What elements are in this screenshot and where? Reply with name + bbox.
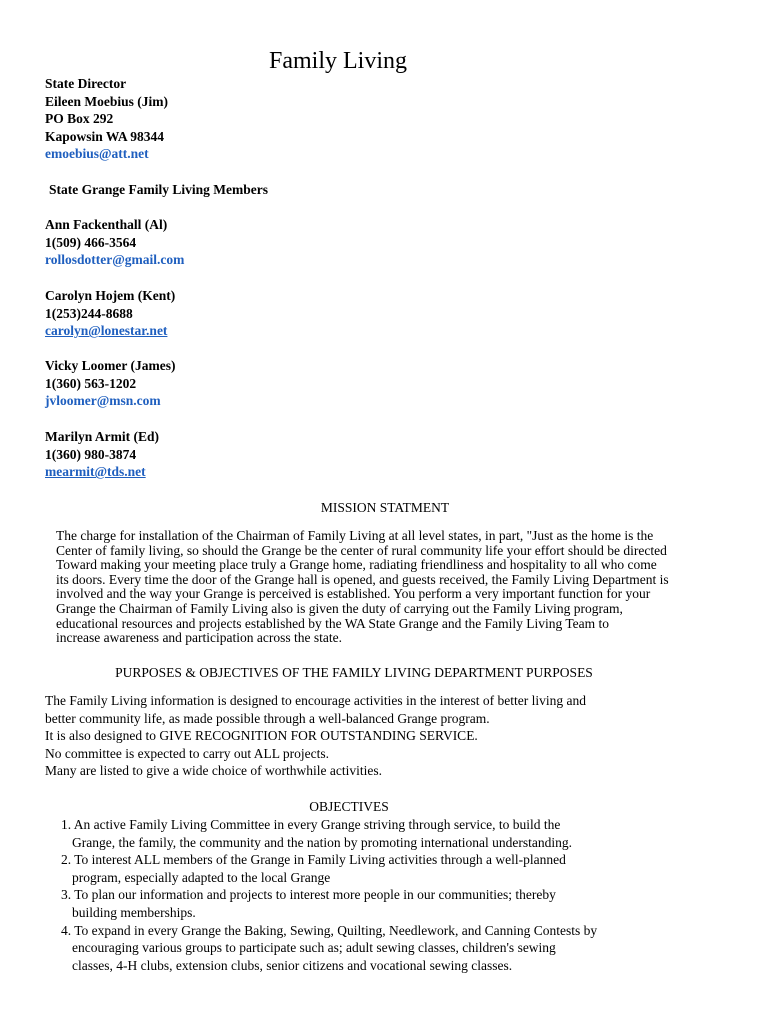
mission-line: educational resources and projects established by the WA State Grange and the Family Living Team to <box>56 615 610 631</box>
members-heading-text: State Grange Family Living Members <box>49 182 268 197</box>
members-heading <box>49 181 268 199</box>
member-email-link[interactable]: mearmit@tds.net <box>45 464 146 480</box>
purposes-line: The Family Living information is designed to encourage activities in the interest of better living and <box>45 693 586 708</box>
director-heading: State Director <box>45 76 127 91</box>
objectives-list <box>61 816 597 974</box>
objective-line: program, especially adapted to the local Grange <box>72 869 331 885</box>
member-name: Vicky Loomer (James) <box>45 358 176 373</box>
mission-line: Center of family living, so should the Grange be the center of rural community life your effort should be directed <box>56 542 667 558</box>
objective-line: 1. An active Family Living Committee in every Grange striving through service, to build the <box>61 817 561 832</box>
objective-line: encouraging various groups to participate such as; adult sewing classes, children's sewing <box>72 940 556 956</box>
purposes-heading <box>0 664 770 681</box>
purposes-paragraph <box>45 692 586 780</box>
objective-line: classes, 4-H clubs, extension clubs, senior citizens and vocational sewing classes. <box>72 957 513 973</box>
objective-line: Grange, the family, the community and the nation by promoting international understanding. <box>72 834 573 850</box>
objective-item <box>61 886 597 921</box>
purposes-line: better community life, as made possible through a well-balanced Grange program. <box>45 710 490 726</box>
member-block <box>45 287 175 340</box>
member-name: Ann Fackenthall (Al) <box>45 217 168 232</box>
objective-item <box>61 851 597 886</box>
member-phone: 1(360) 563-1202 <box>45 375 137 391</box>
objective-line: building memberships. <box>72 904 196 920</box>
member-block <box>45 357 175 410</box>
director-email-link[interactable]: emoebius@att.net <box>45 146 149 162</box>
objectives-heading <box>0 798 770 815</box>
page-title-text: Family Living <box>269 48 407 74</box>
page-title <box>0 46 770 76</box>
member-phone: 1(253)244-8688 <box>45 305 133 321</box>
purposes-line: No committee is expected to carry out ALL projects. <box>45 745 330 761</box>
member-name: Carolyn Hojem (Kent) <box>45 288 176 303</box>
director-address-line2: Kapowsin WA 98344 <box>45 128 165 144</box>
director-name: Eileen Moebius (Jim) <box>45 93 168 109</box>
objective-line: 3. To plan our information and projects to interest more people in our communities; thereby <box>61 887 556 903</box>
mission-line: The charge for installation of the Chairman of Family Living at all level states, in part, "Just as the home is the <box>56 528 654 543</box>
mission-line: involved and the way your Grange is perceived is established. You perform a very important function for your <box>56 586 651 602</box>
member-phone: 1(509) 466-3564 <box>45 234 137 250</box>
objectives-heading-text: OBJECTIVES <box>309 799 389 814</box>
objective-line: 4. To expand in every Grange the Baking, Sewing, Quilting, Needlework, and Canning Contests by <box>61 922 598 938</box>
purposes-line: Many are listed to give a wide choice of worthwhile activities. <box>45 763 383 779</box>
mission-line: its doors. Every time the door of the Grange hall is opened, and guests received, the Family Living Department is <box>56 571 669 587</box>
member-block <box>45 216 184 269</box>
objective-item <box>61 816 597 851</box>
member-block <box>45 428 159 481</box>
mission-line: Toward making your meeting place truly a Grange home, radiating friendliness and hospitality to all who come <box>56 557 657 573</box>
member-name: Marilyn Armit (Ed) <box>45 429 159 444</box>
state-director-block <box>45 75 168 163</box>
mission-heading-text: MISSION STATMENT <box>320 500 450 515</box>
objective-line: 2. To interest ALL members of the Grange in Family Living activities through a well-planned <box>61 852 566 868</box>
member-email-link[interactable]: rollosdotter@gmail.com <box>45 252 185 268</box>
mission-line: increase awareness and participation across the state. <box>56 630 342 646</box>
mission-line: Grange the Chairman of Family Living also is given the duty of carrying out the Family Living program, <box>56 600 623 616</box>
mission-paragraph <box>56 529 669 646</box>
objective-item <box>61 922 597 975</box>
member-phone: 1(360) 980-3874 <box>45 446 137 462</box>
member-email-link[interactable]: jvloomer@msn.com <box>45 393 161 409</box>
member-email-link[interactable]: carolyn@lonestar.net <box>45 323 168 339</box>
mission-heading <box>0 499 770 516</box>
purposes-line: It is also designed to GIVE RECOGNITION FOR OUTSTANDING SERVICE. <box>45 728 478 744</box>
director-address-line1: PO Box 292 <box>45 111 114 127</box>
purposes-heading-text: PURPOSES & OBJECTIVES OF THE FAMILY LIVING DEPARTMENT PURPOSES <box>115 665 593 680</box>
